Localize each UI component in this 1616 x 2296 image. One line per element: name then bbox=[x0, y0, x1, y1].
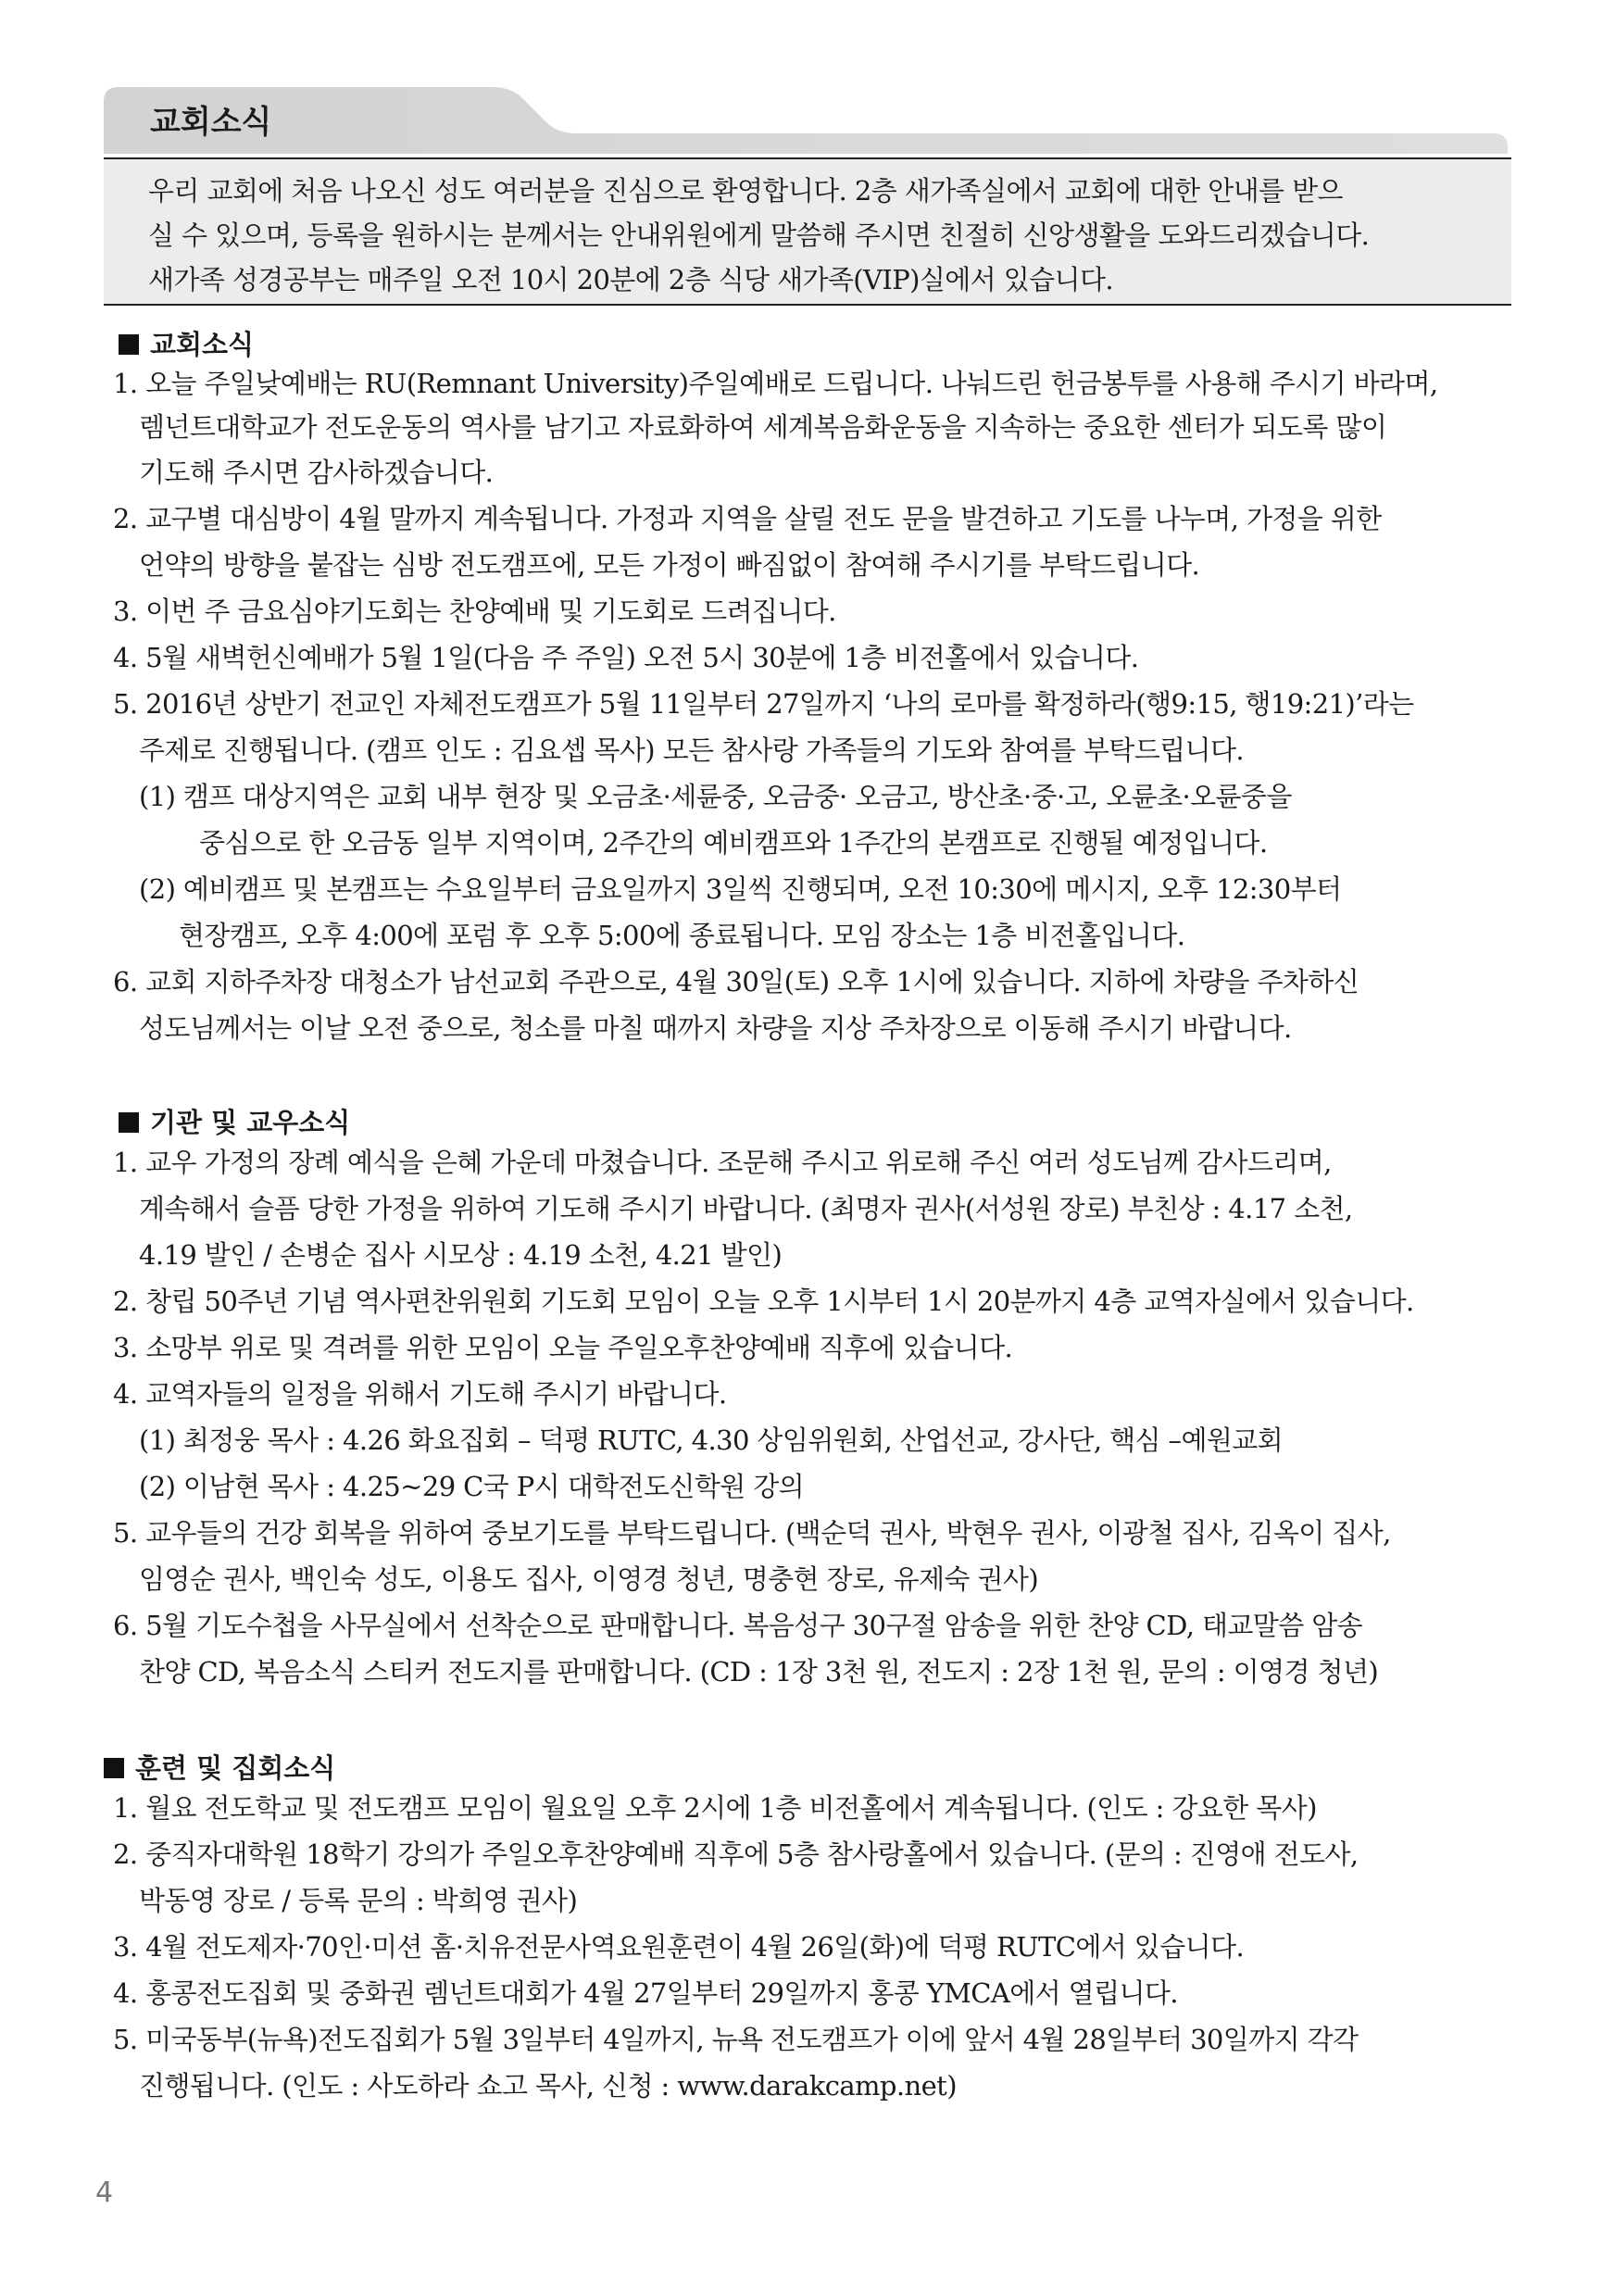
list-item: 현장캠프, 오후 4:00에 포럼 후 오후 5:00에 종료됩니다. 모임 장소는 1층 비전홀입니다. bbox=[179, 920, 1185, 951]
list-item: 2. 창립 50주년 기념 역사편찬위원회 기도회 모임이 오늘 오후 1시부터 1시 20분까지 4층 교역자실에서 있습니다. bbox=[113, 1286, 1414, 1317]
list-item: (1) 캠프 대상지역은 교회 내부 현장 및 오금초·세륜중, 오금중· 오금고, 방산초·중·고, 오륜초·오륜중을 bbox=[139, 781, 1292, 812]
list-item: 3. 소망부 위로 및 격려를 위한 모임이 오늘 주일오후찬양예배 직후에 있습니다. bbox=[113, 1332, 1013, 1363]
intro-line: 실 수 있으며, 등록을 원하시는 분께서는 안내위원에게 말씀해 주시면 친절히 신앙생활을 도와드리겠습니다. bbox=[148, 220, 1370, 251]
list-item: (2) 예비캠프 및 본캠프는 수요일부터 금요일까지 3일씩 진행되며, 오전 10:30에 메시지, 오후 12:30부터 bbox=[139, 873, 1342, 905]
list-item: 5. 교우들의 건강 회복을 위하여 중보기도를 부탁드립니다. (백순덕 권사, 박현우 권사, 이광철 집사, 김옥이 집사, bbox=[113, 1517, 1391, 1549]
list-item: 4.19 발인 / 손병순 집사 시모상 : 4.19 소천, 4.21 발인) bbox=[139, 1239, 783, 1271]
list-item: 4. 교역자들의 일정을 위해서 기도해 주시기 바랍니다. bbox=[113, 1378, 727, 1410]
list-item: 박동영 장로 / 등록 문의 : 박희영 권사) bbox=[139, 1885, 578, 1916]
list-item: 6. 교회 지하주차장 대청소가 남선교회 주관으로, 4월 30일(토) 오후 1시에 있습니다. 지하에 차량을 주차하신 bbox=[113, 966, 1359, 997]
list-item: 5. 미국동부(뉴욕)전도집회가 5월 3일부터 4일까지, 뉴욕 전도캠프가 이에 앞서 4월 28일부터 30일까지 각각 bbox=[113, 2024, 1359, 2055]
square-bullet-icon bbox=[119, 1112, 139, 1133]
list-item: 계속해서 슬픔 당한 가정을 위하여 기도해 주시기 바랍니다. (최명자 권사(서성원 장로) 부친상 : 4.17 소천, bbox=[139, 1193, 1353, 1224]
intro-line: 새가족 성경공부는 매주일 오전 10시 20분에 2층 식당 새가족(VIP)실에서 있습니다. bbox=[148, 264, 1113, 295]
header-title: 교회소식 bbox=[150, 104, 272, 141]
list-item: 렘넌트대학교가 전도운동의 역사를 남기고 자료화하여 세계복음화운동을 지속하는 중요한 센터가 되도록 많이 bbox=[139, 411, 1387, 443]
section-heading-institutions bbox=[119, 1102, 350, 1140]
list-item: 2. 중직자대학원 18학기 강의가 주일오후찬양예배 직후에 5층 참사랑홀에서 있습니다. (문의 : 진영애 전도사, bbox=[113, 1838, 1359, 1870]
list-item: (1) 최정웅 목사 : 4.26 화요집회 – 덕평 RUTC, 4.30 상임위원회, 산업선교, 강사단, 핵심 –예원교회 bbox=[139, 1424, 1284, 1456]
list-item: 중심으로 한 오금동 일부 지역이며, 2주간의 예비캠프와 1주간의 본캠프로 진행될 예정입니다. bbox=[199, 827, 1268, 859]
list-item: (2) 이남현 목사 : 4.25~29 C국 P시 대학전도신학원 강의 bbox=[139, 1471, 805, 1502]
welcome-notice-box bbox=[104, 157, 1511, 306]
list-item: 5. 2016년 상반기 전교인 자체전도캠프가 5월 11일부터 27일까지 ‘나의 로마를 확정하라(행9:15, 행19:21)’라는 bbox=[113, 688, 1414, 720]
list-item: 3. 이번 주 금요심야기도회는 찬양예배 및 기도회로 드려집니다. bbox=[113, 596, 836, 627]
list-item: 진행됩니다. (인도 : 사도하라 쇼고 목사, 신청 : www.darakcamp.net) bbox=[139, 2070, 957, 2102]
list-item: 기도해 주시면 감사하겠습니다. bbox=[139, 457, 494, 488]
section-header-tab bbox=[104, 82, 1511, 154]
list-item: 주제로 진행됩니다. (캠프 인도 : 김요셉 목사) 모든 참사랑 가족들의 기도와 참여를 부탁드립니다. bbox=[139, 734, 1244, 766]
header-tab-shape bbox=[104, 82, 1511, 154]
list-item: 언약의 방향을 붙잡는 심방 전도캠프에, 모든 가정이 빠짐없이 참여해 주시기를 부탁드립니다. bbox=[139, 549, 1200, 581]
list-item: 2. 교구별 대심방이 4월 말까지 계속됩니다. 가정과 지역을 살릴 전도 문을 발견하고 기도를 나누며, 가정을 위한 bbox=[113, 503, 1382, 534]
list-item: 3. 4월 전도제자·70인·미션 홈·치유전문사역요원훈련이 4월 26일(화)에 덕평 RUTC에서 있습니다. bbox=[113, 1931, 1245, 1963]
list-item: 4. 홍콩전도집회 및 중화권 렘넌트대회가 4월 27일부터 29일까지 홍콩 YMCA에서 열립니다. bbox=[113, 1977, 1178, 2009]
list-item: 임영순 권사, 백인숙 성도, 이용도 집사, 이영경 청년, 명충현 장로, 유제숙 권사) bbox=[139, 1563, 1039, 1595]
list-item: 1. 오늘 주일낮예배는 RU(Remnant University)주일예배로 드립니다. 나눠드린 헌금봉투를 사용해 주시기 바라며, bbox=[113, 368, 1438, 399]
section-heading-label: 교회소식 bbox=[150, 329, 255, 360]
section-heading-label: 훈련 및 집회소식 bbox=[135, 1752, 336, 1784]
list-item: 6. 5월 기도수첩을 사무실에서 선착순으로 판매합니다. 복음성구 30구절 암송을 위한 찬양 CD, 태교말씀 암송 bbox=[113, 1610, 1363, 1641]
page-number: 4 bbox=[95, 2177, 114, 2209]
intro-line: 우리 교회에 처음 나오신 성도 여러분을 진심으로 환영합니다. 2층 새가족실에서 교회에 대한 안내를 받으 bbox=[148, 175, 1343, 207]
section-heading-training bbox=[104, 1748, 335, 1786]
list-item: 찬양 CD, 복음소식 스티커 전도지를 판매합니다. (CD : 1장 3천 원, 전도지 : 2장 1천 원, 문의 : 이영경 청년) bbox=[139, 1656, 1379, 1687]
list-item: 1. 교우 가정의 장례 예식을 은혜 가운데 마쳤습니다. 조문해 주시고 위로해 주신 여러 성도님께 감사드리며, bbox=[113, 1147, 1332, 1178]
section-heading-label: 기관 및 교우소식 bbox=[150, 1107, 351, 1138]
square-bullet-icon bbox=[104, 1758, 124, 1778]
list-item: 1. 월요 전도학교 및 전도캠프 모임이 월요일 오후 2시에 1층 비전홀에서 계속됩니다. (인도 : 강요한 목사) bbox=[113, 1792, 1317, 1824]
square-bullet-icon bbox=[119, 334, 139, 355]
list-item: 4. 5월 새벽헌신예배가 5월 1일(다음 주 주일) 오전 5시 30분에 1층 비전홀에서 있습니다. bbox=[113, 642, 1139, 673]
section-heading-church bbox=[119, 324, 254, 362]
list-item: 성도님께서는 이날 오전 중으로, 청소를 마칠 때까지 차량을 지상 주차장으로 이동해 주시기 바랍니다. bbox=[139, 1012, 1292, 1044]
